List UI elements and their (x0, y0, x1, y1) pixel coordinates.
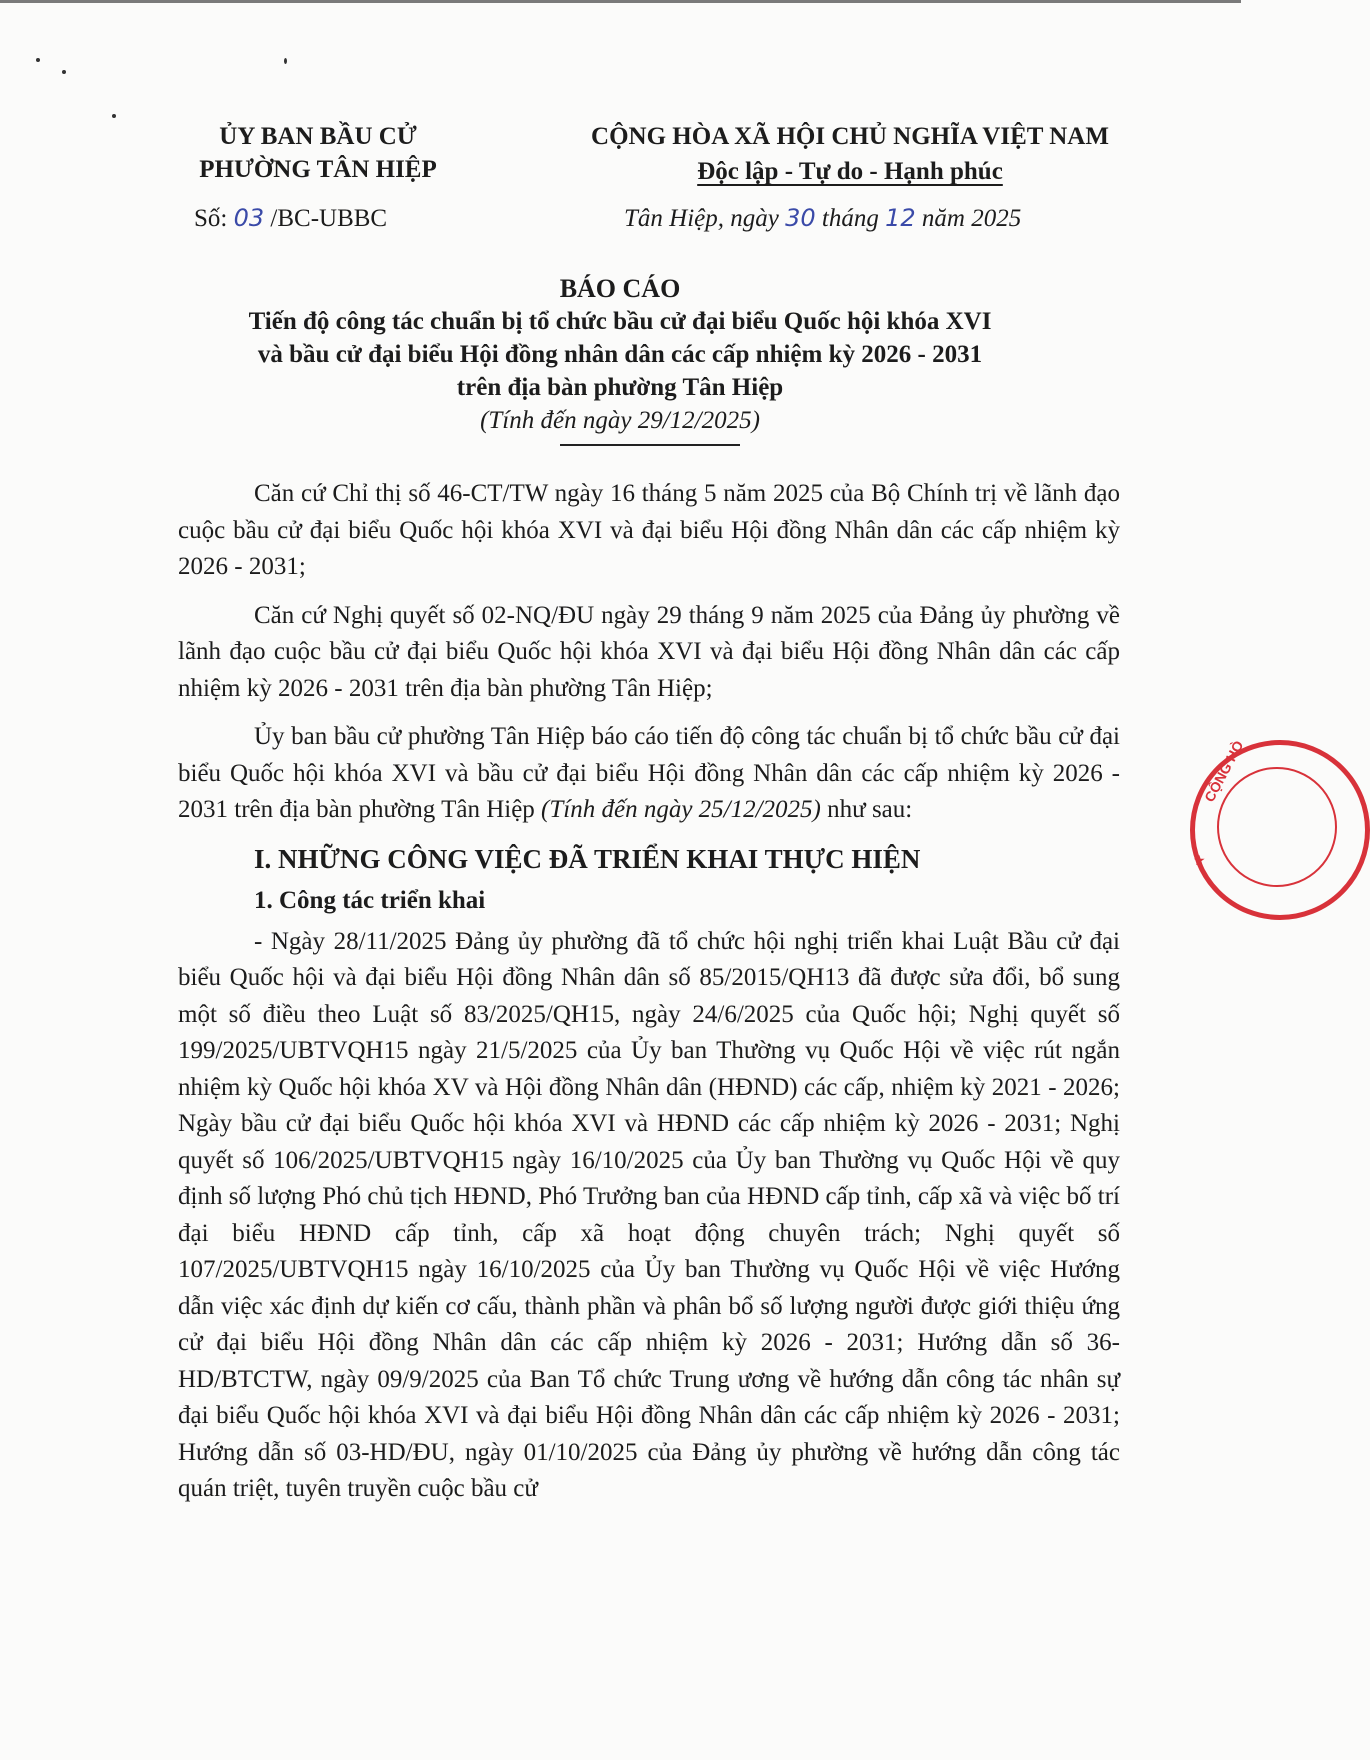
date-year-label: năm 2025 (921, 205, 1022, 232)
date-place-day-label: Tân Hiệp, ngày (624, 205, 779, 232)
intro-as-of-date: (Tính đến ngày 25/12/2025) (541, 796, 821, 823)
intro-text-end: như sau: (820, 796, 913, 823)
doc-number-handwritten: 03 (233, 204, 265, 232)
paragraph-basis-resolution: Căn cứ Nghị quyết số 02-NQ/ĐU ngày 29 tháng 9 năm 2025 của Đảng ủy phường về lãnh đạo cuộc bầu cử đại biểu Quốc hội khóa XVI và đại biểu Hội đồng Nhân dân các cấp nhiệm kỳ 2026 - 2031 trên địa bàn phường Tân Hiệp; (178, 601, 1120, 702)
scan-speck (112, 114, 116, 118)
seal-star-icon: ★ (1193, 854, 1206, 869)
title-line3: trên địa bàn phường Tân Hiệp (456, 374, 784, 401)
scan-speck (284, 58, 287, 64)
scan-speck (36, 58, 40, 62)
national-header (560, 119, 1140, 189)
title-main: BÁO CÁO (559, 274, 681, 303)
national-motto: Độc lập - Tự do - Hạnh phúc (697, 158, 1003, 185)
intro-text: Ủy ban bầu cử phường Tân Hiệp báo cáo tiến độ công tác chuẩn bị tổ chức bầu cử đại biểu Quốc hội khóa XVI và bầu cử đại biểu Hội đồng Nhân dân các cấp nhiệm kỳ 2026 - 2031 trên địa bàn phường Tân Hiệp (178, 723, 1120, 823)
date-month-handwritten: 12 (885, 204, 916, 232)
country-name: CỘNG HÒA XÃ HỘI CHỦ NGHĨA VIỆT NAM (591, 123, 1109, 150)
date-month-label: tháng (821, 205, 879, 232)
paragraph-implementation: - Ngày 28/11/2025 Đảng ủy phường đã tổ chức hội nghị triển khai Luật Bầu cử đại biểu Quốc hội và đại biểu Hội đồng Nhân dân số 85/2015/QH13 đã được sửa đổi, bổ sung một số điều theo Luật số 83/2025/QH15, ngày 24/6/2025 của Quốc hội; Nghị quyết số 199/2025/UBTVQH15 ngày 21/5/2025 của Ủy ban Thường vụ Quốc Hội về việc rút ngắn nhiệm kỳ Quốc hội khóa XV và Hội đồng Nhân dân (HĐND) các cấp, nhiệm kỳ 2021 - 2026; Ngày bầu cử đại biểu Quốc hội khóa XVI và HĐND các cấp nhiệm kỳ 2026 - 2031; Nghị quyết số 106/2025/UBTVQH15 ngày 16/10/2025 của Ủy ban Thường vụ Quốc Hội về quy định số lượng Phó chủ tịch HĐND, Phó Trưởng ban của HĐND cấp tỉnh, cấp xã và việc bố trí đại biểu HĐND cấp tỉnh, cấp xã hoạt động chuyên trách; Nghị quyết số 107/2025/UBTVQH15 ngày 16/10/2025 của Ủy ban Thường vụ Quốc Hội về việc Hướng dẫn việc xác định dự kiến cơ cấu, thành phần và phân bổ số lượng người được giới thiệu ứng cử đại biểu Hội đồng Nhân dân các cấp nhiệm kỳ 2026 - 2031; Hướng dẫn số 36-HD/BTCTW, ngày 09/9/2025 của Ban Tổ chức Trung ương về hướng dẫn công tác nhân sự đại biểu Quốc hội khóa XVI và đại biểu Hội đồng Nhân dân các cấp nhiệm kỳ 2026 - 2031; Hướng dẫn số 03-HD/ĐU, ngày 01/10/2025 của Đảng ủy phường về hướng dẫn công tác quán triệt, tuyên truyền cuộc bầu cử (178, 927, 1120, 1502)
title-line2: và bầu cử đại biểu Hội đồng nhân dân các cấp nhiệm kỳ 2026 - 2031 (257, 341, 983, 368)
official-seal (1190, 737, 1370, 920)
issue-date (624, 204, 1021, 233)
doc-number-prefix: Số: (194, 205, 228, 232)
issuing-body-line1: ỦY BAN BẦU CỬ (219, 123, 417, 150)
scan-top-edge (0, 0, 1241, 3)
date-day-handwritten: 30 (785, 204, 816, 232)
paragraph-intro (178, 719, 1120, 829)
scan-speck (62, 70, 66, 74)
seal-text: CỘNG HÒ (1201, 737, 1247, 805)
report-body (178, 476, 1120, 1508)
doc-number-suffix: /BC-UBBC (270, 205, 388, 232)
seal-inner-ring (1217, 767, 1337, 887)
title-line1: Tiến độ công tác chuẩn bị tổ chức bầu cử đại biểu Quốc hội khóa XVI (248, 308, 992, 335)
document-title (180, 272, 1060, 437)
title-divider (560, 444, 740, 446)
document-number (194, 204, 387, 233)
title-as-of-date: (Tính đến ngày 29/12/2025) (480, 407, 760, 434)
issuing-body-line2: PHƯỜNG TÂN HIỆP (199, 156, 437, 183)
paragraph-basis-directive: Căn cứ Chỉ thị số 46-CT/TW ngày 16 tháng 5 năm 2025 của Bộ Chính trị về lãnh đạo cuộc bầu cử đại biểu Quốc hội khóa XVI và đại biểu Hội đồng Nhân dân các cấp nhiệm kỳ 2026 - 2031; (178, 480, 1120, 580)
section-heading: I. NHỮNG CÔNG VIỆC ĐÃ TRIỂN KHAI THỰC HIỆN (254, 843, 921, 874)
subsection-heading: 1. Công tác triển khai (254, 887, 486, 914)
issuing-body-header (168, 120, 468, 186)
